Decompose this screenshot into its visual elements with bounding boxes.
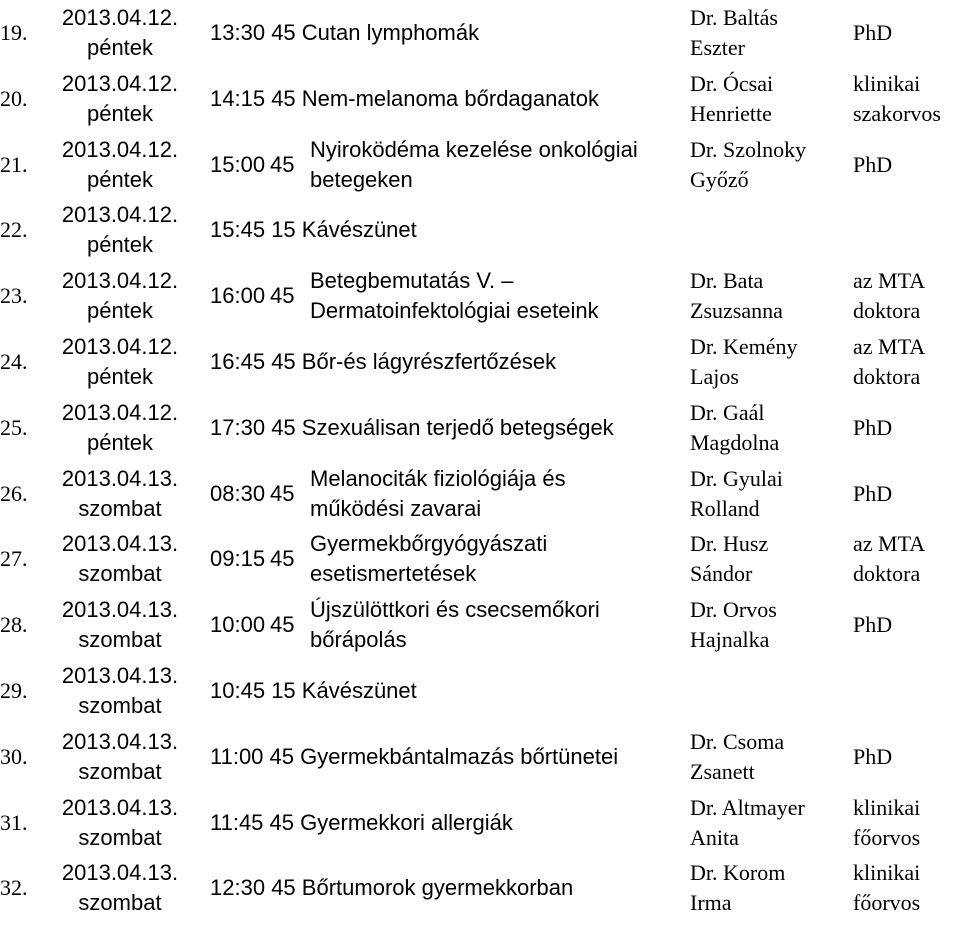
lecturer-line: Hajnalka [690, 627, 770, 653]
degree [853, 263, 960, 329]
row-number: 25. [0, 414, 28, 440]
row-number: 29. [0, 678, 28, 703]
degree-line: PhD [853, 414, 893, 440]
degree-line: doktora [853, 298, 921, 324]
duration: 45 [269, 743, 295, 769]
table-row [0, 395, 960, 461]
lecturer-line: Eszter [690, 35, 745, 60]
session-title-line: Újszülöttkori és csecsemőkori [310, 597, 600, 623]
lecturer-line: Henriette [690, 100, 772, 126]
lecturer-line: Dr. Gyulai [690, 465, 783, 491]
session-title: Cutan lymphomák [301, 20, 480, 45]
weekday: péntek [86, 429, 154, 455]
session-title-line: Gyermekbőrgyógyászati [310, 531, 548, 557]
row-number: 20. [0, 85, 28, 111]
degree [853, 197, 960, 263]
session-title-line: működési zavarai [310, 495, 482, 521]
weekday: szombat [78, 758, 162, 784]
row-number: 28. [0, 612, 28, 638]
start-time: 15:00 [210, 151, 266, 177]
date-cell [40, 66, 200, 132]
degree-line: PhD [853, 612, 893, 638]
lecturer-line: Dr. Altmayer [690, 794, 805, 820]
session-title [310, 526, 685, 592]
session-title [310, 263, 685, 329]
weekday: szombat [78, 693, 162, 718]
table-row [0, 329, 960, 395]
degree [853, 658, 960, 724]
degree-line: PhD [853, 151, 893, 177]
date: 2013.04.12. [61, 399, 179, 425]
start-time: 12:30 [210, 875, 266, 901]
date: 2013.04.13. [61, 531, 179, 557]
degree [853, 395, 960, 461]
table-row [0, 0, 960, 66]
degree-line: szakorvos [853, 100, 941, 126]
date: 2013.04.12. [61, 268, 179, 294]
degree [853, 461, 960, 527]
start-time: 14:15 [210, 85, 266, 111]
date-cell [40, 724, 200, 790]
session-title-line: esetismertetések [310, 561, 477, 587]
date: 2013.04.13. [61, 465, 179, 491]
duration: 45 [270, 283, 295, 309]
lecturer-line: Zsuzsanna [690, 298, 783, 324]
row-number: 24. [0, 349, 28, 374]
date: 2013.04.12. [61, 5, 179, 30]
degree-line: főorvos [853, 890, 921, 916]
lecturer-line: Dr. Bata [690, 268, 764, 294]
lecturer [690, 329, 850, 395]
session-title: Bőrtumorok gyermekkorban [301, 875, 574, 901]
session-line [210, 395, 685, 461]
weekday: szombat [78, 627, 162, 653]
date: 2013.04.12. [61, 202, 179, 228]
weekday: szombat [78, 824, 162, 850]
duration: 45 [271, 85, 296, 111]
session-title-line: Betegbemutatás V. – [310, 268, 514, 294]
lecturer-line: Irma [690, 890, 732, 916]
session-title: Gyermekkori allergiák [300, 809, 513, 835]
date: 2013.04.13. [61, 597, 179, 623]
lecturer [690, 526, 850, 592]
lecturer-line: Dr. Baltás [690, 5, 778, 30]
session-title [310, 461, 685, 527]
session-title-line: betegeken [310, 166, 413, 192]
duration: 45 [271, 349, 296, 374]
degree-line: főorvos [853, 824, 921, 850]
degree-line: klinikai [853, 70, 921, 96]
row-number: 21. [0, 151, 28, 177]
session-line [210, 329, 685, 395]
table-row [0, 855, 960, 921]
weekday: szombat [78, 495, 162, 521]
table-row [0, 263, 960, 329]
duration: 15 [271, 678, 296, 703]
row-number: 30. [0, 743, 28, 769]
date: 2013.04.13. [61, 728, 179, 754]
row-number: 32. [0, 875, 28, 901]
duration: 45 [270, 612, 295, 638]
degree-line: doktora [853, 561, 921, 587]
lecturer-line: Dr. Husz [690, 531, 769, 557]
lecturer-line: Győző [690, 166, 749, 192]
lecturer [690, 461, 850, 527]
session-title: Szexuálisan terjedő betegségek [301, 414, 614, 440]
lecturer-line: Dr. Korom [690, 860, 786, 886]
start-time: 11:00 [210, 743, 264, 769]
date: 2013.04.13. [61, 794, 179, 820]
start-time: 15:45 [210, 217, 266, 243]
start-time: 10:00 [210, 612, 266, 638]
table-row [0, 66, 960, 132]
degree [853, 790, 960, 856]
row-number: 31. [0, 809, 28, 835]
start-time: 13:30 [210, 20, 266, 45]
table-row [0, 197, 960, 263]
session-title: Kávészünet [301, 678, 417, 703]
weekday: péntek [86, 100, 154, 126]
duration: 45 [270, 151, 295, 177]
degree-line: az MTA [853, 531, 926, 557]
degree [853, 592, 960, 658]
lecturer-line: Dr. Szolnoky [690, 136, 807, 162]
table-row [0, 526, 960, 592]
lecturer-line: Rolland [690, 495, 760, 521]
session-line [210, 790, 685, 856]
start-time: 10:45 [210, 678, 266, 703]
lecturer [690, 790, 850, 856]
degree [853, 855, 960, 921]
duration: 45 [271, 20, 296, 45]
degree-line: az MTA [853, 268, 926, 294]
session-title: Bőr-és lágyrészfertőzések [301, 349, 557, 374]
start-time: 11:45 [210, 809, 264, 835]
date: 2013.04.12. [61, 70, 179, 96]
lecturer [690, 132, 850, 198]
degree [853, 526, 960, 592]
degree [853, 329, 960, 395]
degree [853, 132, 960, 198]
degree-line: klinikai [853, 794, 921, 820]
degree-line: PhD [853, 20, 893, 45]
lecturer [690, 855, 850, 921]
lecturer-line: Magdolna [690, 429, 780, 455]
start-time: 08:30 [210, 480, 266, 506]
lecturer [690, 263, 850, 329]
session-title [310, 132, 685, 198]
row-number: 19. [0, 20, 28, 45]
row-number: 26. [0, 480, 28, 506]
table-row [0, 724, 960, 790]
session-title-line: Nyiroködéma kezelése onkológiai [310, 136, 638, 162]
date-cell [40, 0, 200, 66]
weekday: péntek [86, 166, 154, 192]
weekday: péntek [86, 232, 154, 258]
weekday: péntek [86, 364, 154, 389]
session-line [210, 658, 685, 724]
lecturer-line: Dr. Kemény [690, 334, 798, 359]
session-title: Kávészünet [301, 217, 417, 243]
degree-line: az MTA [853, 334, 926, 359]
start-time: 16:45 [210, 349, 266, 374]
lecturer-line: Dr. Csoma [690, 728, 785, 754]
table-row [0, 592, 960, 658]
session-title: Nem-melanoma bőrdaganatok [301, 85, 599, 111]
date: 2013.04.12. [61, 334, 179, 359]
date-cell [40, 790, 200, 856]
lecturer [690, 658, 850, 724]
lecturer [690, 395, 850, 461]
degree-line: klinikai [853, 860, 921, 886]
weekday: péntek [86, 298, 154, 324]
degree [853, 724, 960, 790]
session-title-line: Melanociták fiziológiája és [310, 465, 566, 491]
lecturer [690, 66, 850, 132]
start-time: 09:15 [210, 546, 266, 572]
table-row [0, 658, 960, 724]
row-number: 27. [0, 546, 28, 572]
session-title-line: Dermatoinfektológiai eseteink [310, 298, 599, 324]
degree [853, 66, 960, 132]
weekday: szombat [78, 561, 162, 587]
start-time: 16:00 [210, 283, 266, 309]
date-cell [40, 329, 200, 395]
table-row [0, 132, 960, 198]
date-cell [40, 855, 200, 921]
degree-line: PhD [853, 480, 893, 506]
lecturer [690, 0, 850, 66]
lecturer [690, 724, 850, 790]
lecturer-line: Zsanett [690, 758, 755, 784]
start-time: 17:30 [210, 414, 266, 440]
duration: 45 [269, 809, 295, 835]
row-number: 23. [0, 283, 28, 309]
session-line [210, 0, 685, 66]
lecturer-line: Anita [690, 824, 739, 850]
date-cell [40, 592, 200, 658]
session-line [210, 197, 685, 263]
session-line [210, 855, 685, 921]
date-cell [40, 526, 200, 592]
date-cell [40, 461, 200, 527]
session-line [210, 66, 685, 132]
date-cell [40, 197, 200, 263]
session-title: Gyermekbántalmazás bőrtünetei [300, 743, 619, 769]
duration: 15 [271, 217, 296, 243]
lecturer [690, 592, 850, 658]
row-number: 22. [0, 217, 28, 243]
table-row [0, 790, 960, 856]
date: 2013.04.12. [61, 136, 179, 162]
duration: 45 [270, 480, 295, 506]
date-cell [40, 132, 200, 198]
table-row [0, 461, 960, 527]
lecturer-line: Sándor [690, 561, 753, 587]
session-title [310, 592, 685, 658]
duration: 45 [270, 546, 295, 572]
duration: 45 [271, 875, 296, 901]
degree-line: PhD [853, 743, 893, 769]
duration: 45 [271, 414, 296, 440]
weekday: péntek [86, 35, 154, 60]
lecturer-line: Dr. Orvos [690, 597, 777, 623]
lecturer-line: Lajos [690, 364, 739, 389]
session-line [210, 724, 685, 790]
date: 2013.04.13. [61, 663, 179, 688]
date: 2013.04.13. [61, 860, 179, 886]
lecturer-line: Dr. Ócsai [690, 70, 774, 96]
lecturer [690, 197, 850, 263]
degree [853, 0, 960, 66]
date-cell [40, 263, 200, 329]
degree-line: doktora [853, 364, 921, 389]
lecturer-line: Dr. Gaál [690, 399, 765, 425]
date-cell [40, 395, 200, 461]
session-title-line: bőrápolás [310, 627, 407, 653]
date-cell [40, 658, 200, 724]
weekday: szombat [78, 890, 162, 916]
